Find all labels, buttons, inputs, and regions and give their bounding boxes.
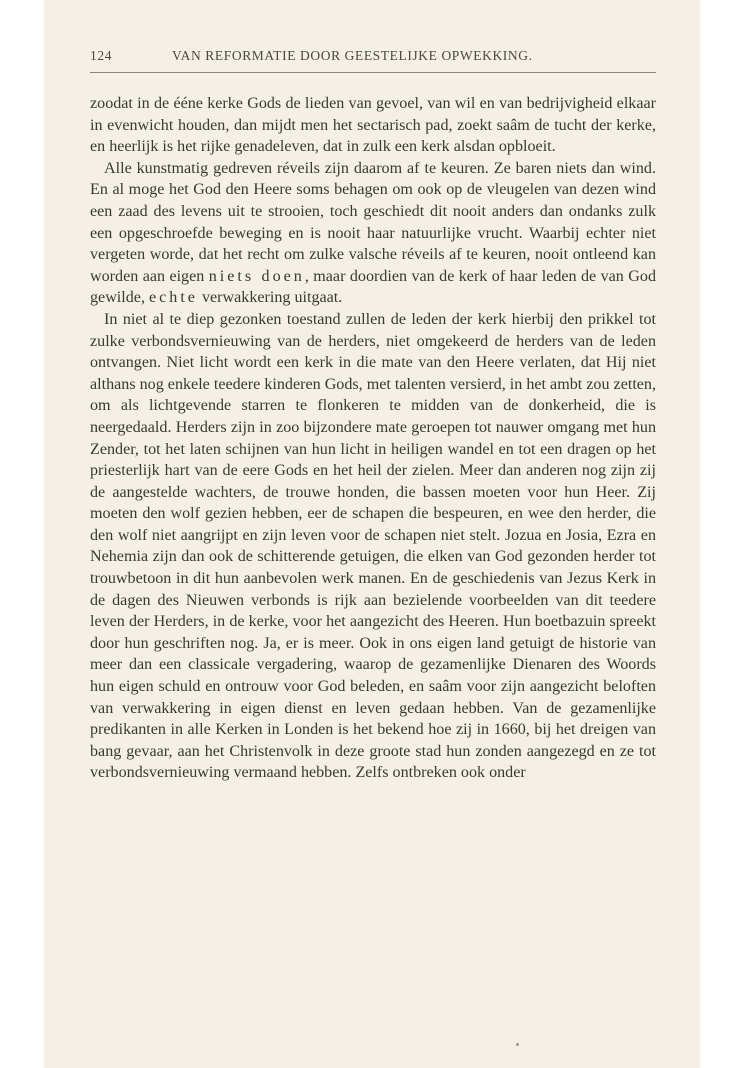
header-rule [90, 72, 656, 73]
page-number: 124 [90, 48, 113, 63]
paragraph-2-text-c: verwakkering uitgaat. [197, 289, 343, 307]
paragraph-2-text-a: Alle kunstmatig gedreven réveils zijn daarom af te keuren. Ze baren niets dan wind. En al moge het God den Heere soms behagen om ook op de vleugelen van dezen wind een zaad des levens uit te strooien, toch geschiedt dit nooit anders dan ondanks zulk een opgeschroefde beweging en is nooit haar natuurlijke vrucht. Waarbij echter niet vergeten worde, dat het recht om zulke valsche réveils af te keuren, nooit ontleend kan worden aan eigen [90, 159, 656, 285]
running-title: VAN REFORMATIE DOOR GEESTELIJKE OPWEKKING. [172, 48, 533, 63]
print-speck [516, 1043, 519, 1046]
book-page [44, 0, 700, 1068]
paragraph-3: In niet al te diep gezonken toestand zullen de leden der kerk hierbij den prikkel tot zulke verbondsvernieuwing van de herders, niet omgekeerd de herders van de leden ontvangen. Niet licht wordt een kerk in die mate van den Heere verlaten, dat Hij niet althans nog enkele teedere kinderen Gods, met talenten versierd, in het ambt zou zetten, om als lichtgevende starren te flonkeren te midden van de donkerheid, die is neergedaald. Herders zijn in zoo bijzondere mate geroepen tot nauwer omgang met hun Zender, tot het laten schijnen van hun licht in heiligen wandel en tot een dragen op het priesterlijk hart van de eere Gods en het heil der zielen. Meer dan anderen nog zijn zij de aangestelde wachters, de trouwe honden, die bassen moeten voor hun Heer. Zij moeten den wolf gezien hebben, eer de schapen die bespeuren, en wee den herder, die den wolf niet aangrijpt en zijn leven voor de schapen niet stelt. Jozua en Josia, Ezra en Nehemia zijn dan ook de schitterende getuigen, die elken van God gezonden herder tot trouwbetoon in dit hun aanbevolen werk manen. En de geschiedenis van Jezus Kerk in de dagen des Nieuwen verbonds is rijk aan bezielende voorbeelden van dit teedere leven der Herders, in de kerke, voor het aangezicht des Heeren. Hun boetbazuin spreekt door hun geschriften nog. Ja, er is meer. Ook in ons eigen land getuigt de historie van meer dan een classicale vergadering, waarop de gezamenlijke Dienaren des Woords hun eigen schuld en ontrouw voor God beleden, en saâm voor zijn aangezicht beloften van verwakkering in eigen dienst en leven gedaan hebben. Van de gezamenlijke predikanten in alle Kerken in Londen is het bekend hoe zij in 1660, bij het dreigen van bang gevaar, aan het Christenvolk in deze groote stad hun zonden aangezegd en ze tot verbondsvernieuwing vermaand hebben. Zelfs ontbreken ook onder [90, 310, 656, 782]
paragraph-2 [90, 158, 656, 309]
emphasis-echte: echte [149, 289, 198, 307]
body-text [90, 93, 656, 784]
paragraph-2-text-b: , maar doordien van de kerk of haar leden de van God gewilde, [90, 267, 656, 307]
emphasis-niets-doen: niets doen [208, 267, 305, 285]
paragraph-1: zoodat in de ééne kerke Gods de lieden van gevoel, van wil en van bedrijvigheid elkaar in evenwicht houden, dan mijdt men het sectarisch pad, zoekt saâm de tucht der kerke, en heerlijk is het rijke genadeleven, dat in zulk een kerk alsdan opbloeit. [90, 95, 656, 156]
